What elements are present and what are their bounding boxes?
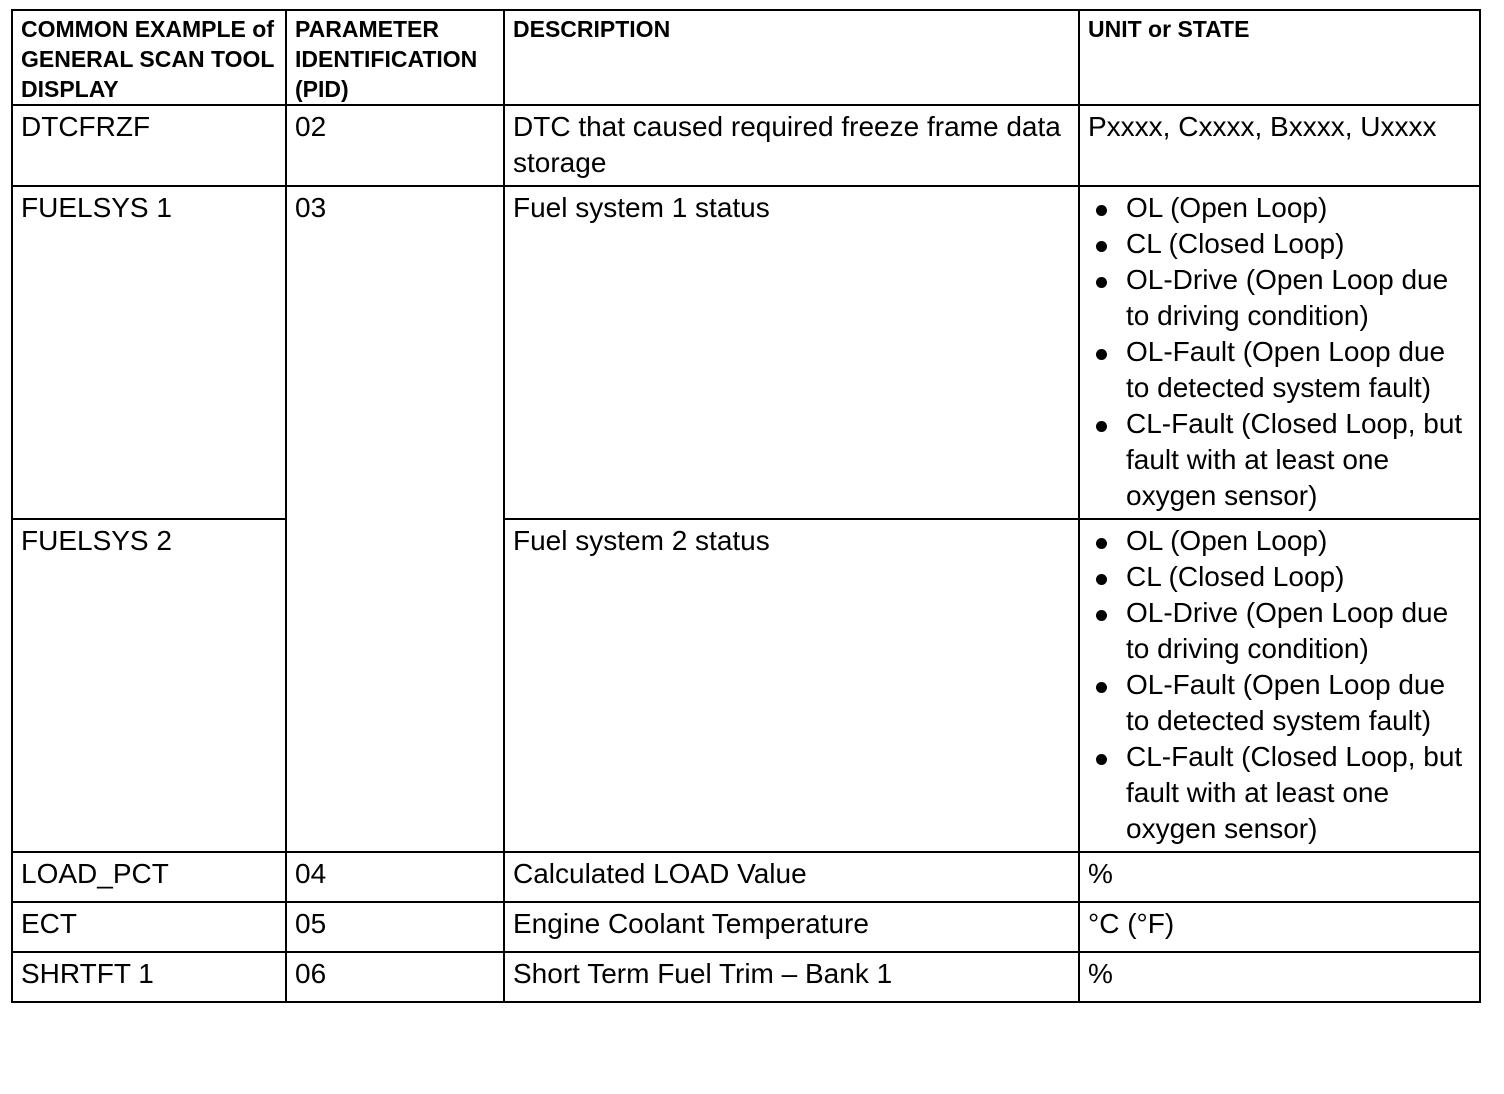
state-text: OL (Open Loop) [1126,525,1328,556]
cell-unit: Pxxxx, Cxxxx, Bxxxx, Uxxxx [1079,105,1480,186]
cell-display: ECT [12,902,286,952]
table-row-fuelsys2 [12,519,1480,852]
cell-pid: 04 [286,852,504,902]
list-item [1126,667,1473,739]
table-row-fuelsys1 [12,186,1480,519]
list-item [1126,262,1473,334]
list-item [1126,334,1473,406]
pid-table [11,9,1481,1003]
bullet-icon [1096,241,1107,252]
cell-display: DTCFRZF [12,105,286,186]
list-item [1126,226,1473,262]
bullet-icon [1096,205,1107,216]
cell-description: Fuel system 2 status [504,519,1079,852]
cell-description: Short Term Fuel Trim – Bank 1 [504,952,1079,1002]
bullet-icon [1096,754,1107,765]
bullet-icon [1096,538,1107,549]
state-text: OL-Drive (Open Loop due to driving condition) [1126,264,1449,331]
bullet-icon [1096,277,1107,288]
table-row-load-pct [12,852,1480,902]
state-text: CL (Closed Loop) [1126,561,1345,592]
list-item [1126,595,1473,667]
header-description: DESCRIPTION [504,10,1079,105]
bullet-icon [1096,610,1107,621]
header-scan-tool-display: COMMON EXAMPLE of GENERAL SCAN TOOL DISPLAY [12,10,286,105]
state-text: CL-Fault (Closed Loop, but fault with at least one oxygen sensor) [1126,741,1463,844]
cell-unit: °C (°F) [1079,902,1480,952]
state-list [1088,190,1473,514]
cell-unit: % [1079,852,1480,902]
list-item [1126,190,1473,226]
cell-display: LOAD_PCT [12,852,286,902]
header-row [12,10,1480,105]
state-text: CL-Fault (Closed Loop, but fault with at least one oxygen sensor) [1126,408,1463,511]
cell-pid: 05 [286,902,504,952]
cell-states [1079,186,1480,519]
list-item [1126,406,1473,514]
table-row-shrtft1 [12,952,1480,1002]
cell-states [1079,519,1480,852]
bullet-icon [1096,682,1107,693]
cell-description: DTC that caused required freeze frame data storage [504,105,1079,186]
cell-pid: 03 [286,186,504,852]
state-text: OL (Open Loop) [1126,192,1328,223]
list-item [1126,739,1473,847]
bullet-icon [1096,574,1107,585]
cell-display: FUELSYS 1 [12,186,286,519]
cell-pid: 06 [286,952,504,1002]
state-list [1088,523,1473,847]
list-item [1126,523,1473,559]
bullet-icon [1096,349,1107,360]
cell-unit: % [1079,952,1480,1002]
state-text: OL-Fault (Open Loop due to detected system fault) [1126,669,1446,736]
header-unit-or-state: UNIT or STATE [1079,10,1480,105]
table-row-ect [12,902,1480,952]
state-text: CL (Closed Loop) [1126,228,1345,259]
table-row-dtcfrzf [12,105,1480,186]
cell-description: Fuel system 1 status [504,186,1079,519]
cell-description: Engine Coolant Temperature [504,902,1079,952]
cell-description: Calculated LOAD Value [504,852,1079,902]
state-text: OL-Fault (Open Loop due to detected system fault) [1126,336,1446,403]
list-item [1126,559,1473,595]
header-pid: PARAMETER IDENTIFICATION (PID) [286,10,504,105]
cell-display: FUELSYS 2 [12,519,286,852]
cell-pid: 02 [286,105,504,186]
bullet-icon [1096,421,1107,432]
cell-display: SHRTFT 1 [12,952,286,1002]
state-text: OL-Drive (Open Loop due to driving condition) [1126,597,1449,664]
